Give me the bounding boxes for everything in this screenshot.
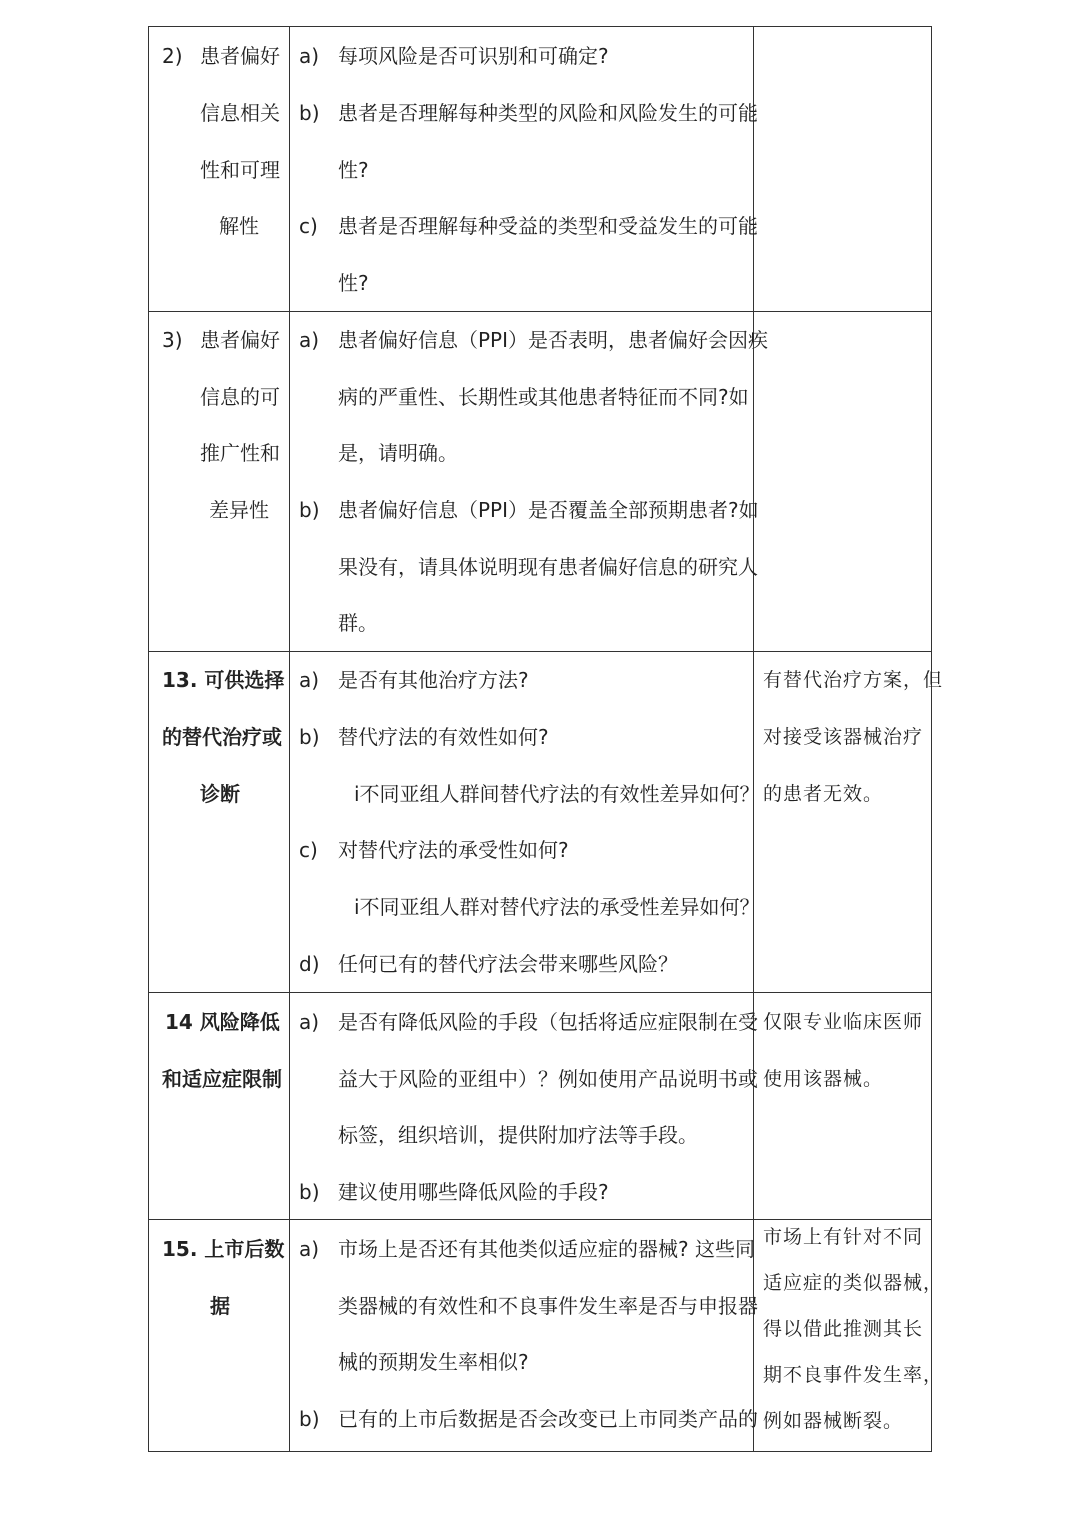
sub-question-text: i不同亚组人群间替代疗法的有效性差异如何？ [354,782,760,806]
column-divider [289,1220,290,1451]
table-row [149,992,931,1219]
question-text: 市场上是否还有其他类似适应症的器械? 这些同 [338,1237,755,1261]
question-text: 对替代疗法的承受性如何? [338,838,569,862]
question-text: 患者是否理解每种受益的类型和受益发生的可能 [338,214,758,238]
note-text: 市场上有针对不同 [763,1226,924,1248]
question-text: 患者偏好信息（PPI）是否表明，患者偏好会因疾 [338,328,769,352]
question-text: 建议使用哪些降低风险的手段? [338,1180,609,1204]
label-line: 患者偏好 [200,44,280,68]
label-line: 13. 可供选择 [162,668,285,692]
question-text: 性? [338,158,369,182]
item-marker: a) [299,44,320,68]
label-line: 据 [210,1294,230,1318]
label-line: 和适应症限制 [162,1067,282,1091]
label-line: 诊断 [200,782,240,806]
question-text: 患者偏好信息（PPI）是否覆盖全部预期患者?如 [338,498,759,522]
criteria-table [148,26,944,1452]
question-text: 任何已有的替代疗法会带来哪些风险？ [338,952,678,976]
item-marker: a) [299,668,320,692]
label-line: 推广性和 [200,441,280,465]
item-marker: d) [299,952,320,976]
column-divider [289,27,290,311]
table-row [149,1219,944,1451]
table-row [149,651,944,992]
question-text: 是否有其他治疗方法? [338,668,529,692]
column-divider [753,652,754,992]
question-text: 病的严重性、长期性或其他患者特征而不同?如 [338,385,749,409]
table-row [149,27,931,311]
question-text: 是否有降低风险的手段（包括将适应症限制在受 [338,1010,758,1034]
label-number: 3) [162,328,183,352]
label-line: 信息相关 [200,101,280,125]
question-text: 替代疗法的有效性如何? [338,725,549,749]
question-text: 类器械的有效性和不良事件发生率是否与申报器 [338,1294,758,1318]
question-text: 群。 [338,611,378,635]
question-text: 是，请明确。 [338,441,458,465]
note-text: 有替代治疗方案，但 [763,669,944,691]
note-text: 的患者无效。 [763,783,884,805]
item-marker: a) [299,1237,320,1261]
item-marker: b) [299,725,320,749]
note-text: 使用该器械。 [763,1068,884,1090]
label-line: 14 风险降低 [165,1010,280,1034]
column-divider [753,312,754,651]
item-marker: b) [299,101,320,125]
item-marker: b) [299,1407,320,1431]
column-divider [289,312,290,651]
question-text: 性? [338,271,369,295]
note-text: 适应症的类似器械， [763,1272,944,1294]
item-marker: a) [299,1010,320,1034]
question-text: 械的预期发生率相似? [338,1350,529,1374]
note-text: 期不良事件发生率， [763,1364,944,1386]
label-line: 性和可理 [200,158,280,182]
column-divider [753,27,754,311]
label-line: 15. 上市后数 [162,1237,285,1261]
label-line: 患者偏好 [200,328,280,352]
sub-question-text: i不同亚组人群对替代疗法的承受性差异如何？ [354,895,760,919]
question-text: 每项风险是否可识别和可确定? [338,44,609,68]
note-text: 仅限专业临床医师 [763,1011,924,1033]
label-line: 解性 [219,214,259,238]
note-text: 对接受该器械治疗 [763,726,924,748]
column-divider [289,652,290,992]
item-marker: c) [299,214,318,238]
item-marker: a) [299,328,320,352]
note-text: 得以借此推测其长 [763,1318,924,1340]
item-marker: c) [299,838,318,862]
question-text: 患者是否理解每种类型的风险和风险发生的可能 [338,101,758,125]
label-line: 差异性 [209,498,269,522]
question-text: 已有的上市后数据是否会改变已上市同类产品的 [338,1407,758,1431]
table-row [149,311,931,651]
note-text: 例如器械断裂。 [763,1410,904,1432]
question-text: 标签，组织培训，提供附加疗法等手段。 [338,1123,698,1147]
label-line: 信息的可 [200,385,280,409]
question-text: 益大于风险的亚组中）？例如使用产品说明书或 [338,1067,758,1091]
label-number: 2) [162,44,183,68]
item-marker: b) [299,1180,320,1204]
column-divider [289,993,290,1219]
label-line: 的替代治疗或 [162,725,282,749]
question-text: 果没有，请具体说明现有患者偏好信息的研究人 [338,555,758,579]
item-marker: b) [299,498,320,522]
